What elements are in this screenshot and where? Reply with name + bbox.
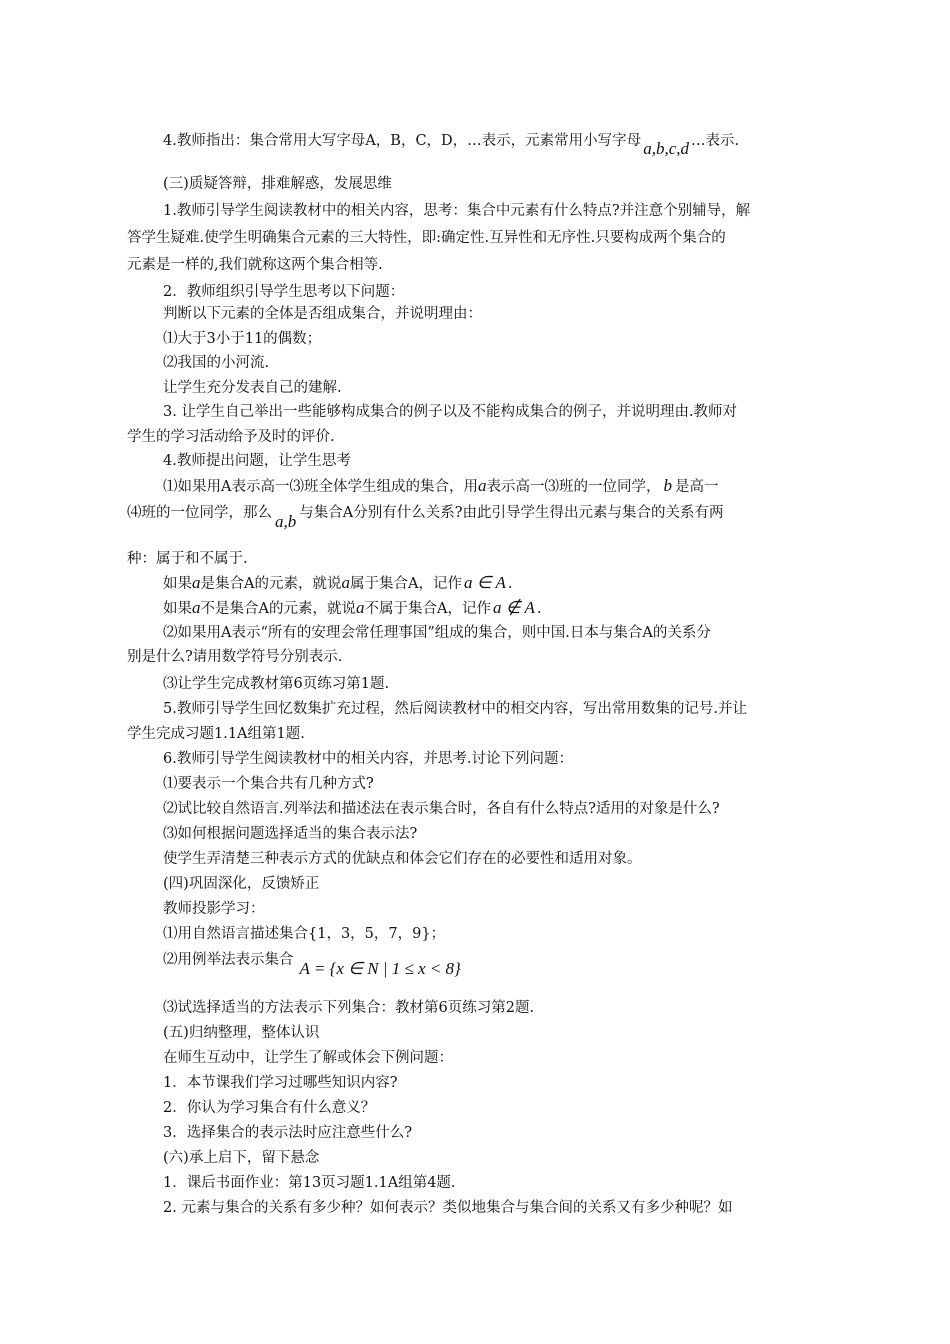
- q4-heading: 4.教师提出问题，让学生思考: [163, 453, 351, 469]
- q4-item-1-line-2: [127, 502, 724, 531]
- q2-item-1: ⑴大于3小于11的偶数；: [163, 331, 322, 347]
- text: 如果: [163, 601, 192, 617]
- math-a: a: [341, 573, 350, 592]
- paragraph-4-teacher-points: [163, 130, 740, 158]
- text: .: [507, 576, 513, 592]
- text: 属于集合A，记作: [349, 576, 462, 592]
- s4-item-2: [163, 949, 461, 978]
- q6-item-3: ⑶如何根据问题选择适当的集合表示法?: [163, 826, 418, 842]
- q3-line-1: 3. 让学生自己举出一些能够构成集合的例子以及不能构成集合的例子，并说明理由.教师对: [163, 404, 738, 420]
- s5-item-2: 2．你认为学习集合有什么意义？: [163, 1100, 376, 1116]
- q4-item-3: ⑶让学生完成教材第6页练习第1题.: [163, 676, 390, 692]
- text: 不属于集合A，记作: [364, 601, 491, 617]
- text: 与集合A分别有什么关系?由此引导学生得出元素与集合的关系有两: [299, 505, 724, 521]
- s4-prompt: 教师投影学习：: [163, 901, 265, 917]
- non-membership-definition: [163, 598, 541, 619]
- s4-item-3: ⑶试选择适当的方法表示下列集合：教材第6页练习第2题.: [163, 1000, 535, 1016]
- math-ab: a,b: [275, 512, 297, 531]
- math-a: a: [192, 573, 201, 592]
- q6-line: 6.教师引导学生阅读教材中的相关内容，并思考.讨论下列问题：: [163, 751, 573, 767]
- s5-item-3: 3．选择集合的表示法时应注意些什么?: [163, 1125, 412, 1141]
- text: 不是集合A的元素，就说: [200, 601, 356, 617]
- text: 是集合A的元素，就说: [200, 576, 342, 592]
- text: .: [536, 601, 542, 617]
- q4-item-1-line-3: 种：属于和不属于.: [127, 551, 248, 567]
- text: ⑷班的一位同学，那么: [127, 505, 272, 521]
- q6-item-2: ⑵试比较自然语言.列举法和描述法在表示集合时，各自有什么特点?适用的对象是什么?: [163, 801, 720, 817]
- math-a: a: [192, 598, 201, 617]
- math-set-A: A = {x ∈ N | 1 ≤ x < 8}: [299, 959, 461, 978]
- math-a-notin-A: a ∉ A: [492, 598, 535, 617]
- math-a: a: [355, 598, 365, 617]
- q2-note: 让学生充分发表自己的建解.: [163, 380, 342, 396]
- text: 如果: [163, 576, 192, 592]
- math-a: a: [477, 476, 487, 495]
- s6-item-1: 1．课后书面作业：第13页习题1.1A组第4题.: [163, 1175, 456, 1191]
- q1-line-1: 1.教师引导学生阅读教材中的相关内容，思考：集合中元素有什么特点?并注意个别辅导，解: [163, 203, 751, 219]
- q2-prompt: 判断以下元素的全体是否组成集合，并说明理由：: [163, 306, 482, 322]
- text: 表示高一⑶班的一位同学，: [486, 479, 661, 495]
- section-6-heading: (六)承上启下，留下悬念: [163, 1150, 320, 1166]
- q6-item-1: ⑴要表示一个集合共有几种方式?: [163, 776, 374, 792]
- q3-line-2: 学生的学习活动给予及时的评价.: [127, 429, 335, 445]
- math-a-in-A: a ∈ A: [463, 573, 506, 592]
- text: 是高一: [674, 479, 719, 495]
- text: ⑴如果用A表示高一⑶班全体学生组成的集合，用: [163, 479, 478, 495]
- membership-definition: [163, 573, 512, 594]
- q6-summary: 使学生弄清楚三种表示方式的优缺点和体会它们存在的必要性和适用对象。: [163, 851, 642, 867]
- q5-line-2: 学生完成习题1.1A组第1题.: [127, 726, 305, 742]
- text: 4.教师指出：集合常用大写字母A，B，C，D，…表示，元素常用小写字母: [163, 133, 642, 149]
- q4-item-2-line-2: 别是什么?请用数学符号分别表示.: [127, 649, 343, 665]
- q2-item-2: ⑵我国的小河流.: [163, 355, 270, 371]
- q1-line-2: 答学生疑难.使学生明确集合元素的三大特性，即:确定性.互异性和无序性.只要构成两个集合的: [127, 230, 726, 246]
- section-4-heading: (四)巩固深化，反馈矫正: [163, 876, 320, 892]
- text: …表示.: [690, 133, 740, 149]
- s5-item-1: 1．本节课我们学习过哪些知识内容?: [163, 1075, 398, 1091]
- math-abcd: a,b,c,d: [643, 139, 689, 158]
- q4-item-1-line-1: [163, 476, 718, 497]
- q1-line-3: 元素是一样的,我们就称这两个集合相等.: [127, 257, 383, 273]
- q2-line: 2．教师组织引导学生思考以下问题：: [163, 284, 405, 300]
- q5-line-1: 5.教师引导学生回忆数集扩充过程，然后阅读教材中的相交内容，写出常用数集的记号.并让: [163, 701, 747, 717]
- section-3-heading: (三)质疑答辩，排难解惑，发展思维: [163, 176, 392, 192]
- s6-item-2: 2. 元素与集合的关系有多少种？如何表示？类似地集合与集合间的关系又有多少种呢？如: [163, 1200, 733, 1216]
- math-b: b: [663, 476, 672, 495]
- section-5-heading: (五)归纳整理，整体认识: [163, 1025, 320, 1041]
- s4-item-1: ⑴用自然语言描述集合{1，3，5，7，9}；: [163, 926, 446, 942]
- q4-item-2-line-1: ⑵如果用A表示“所有的安理会常任理事国”组成的集合，则中国.日本与集合A的关系分: [163, 625, 711, 641]
- text: ⑵用例举法表示集合: [163, 952, 294, 968]
- s5-prompt: 在师生互动中，让学生了解或体会下例问题：: [163, 1050, 453, 1066]
